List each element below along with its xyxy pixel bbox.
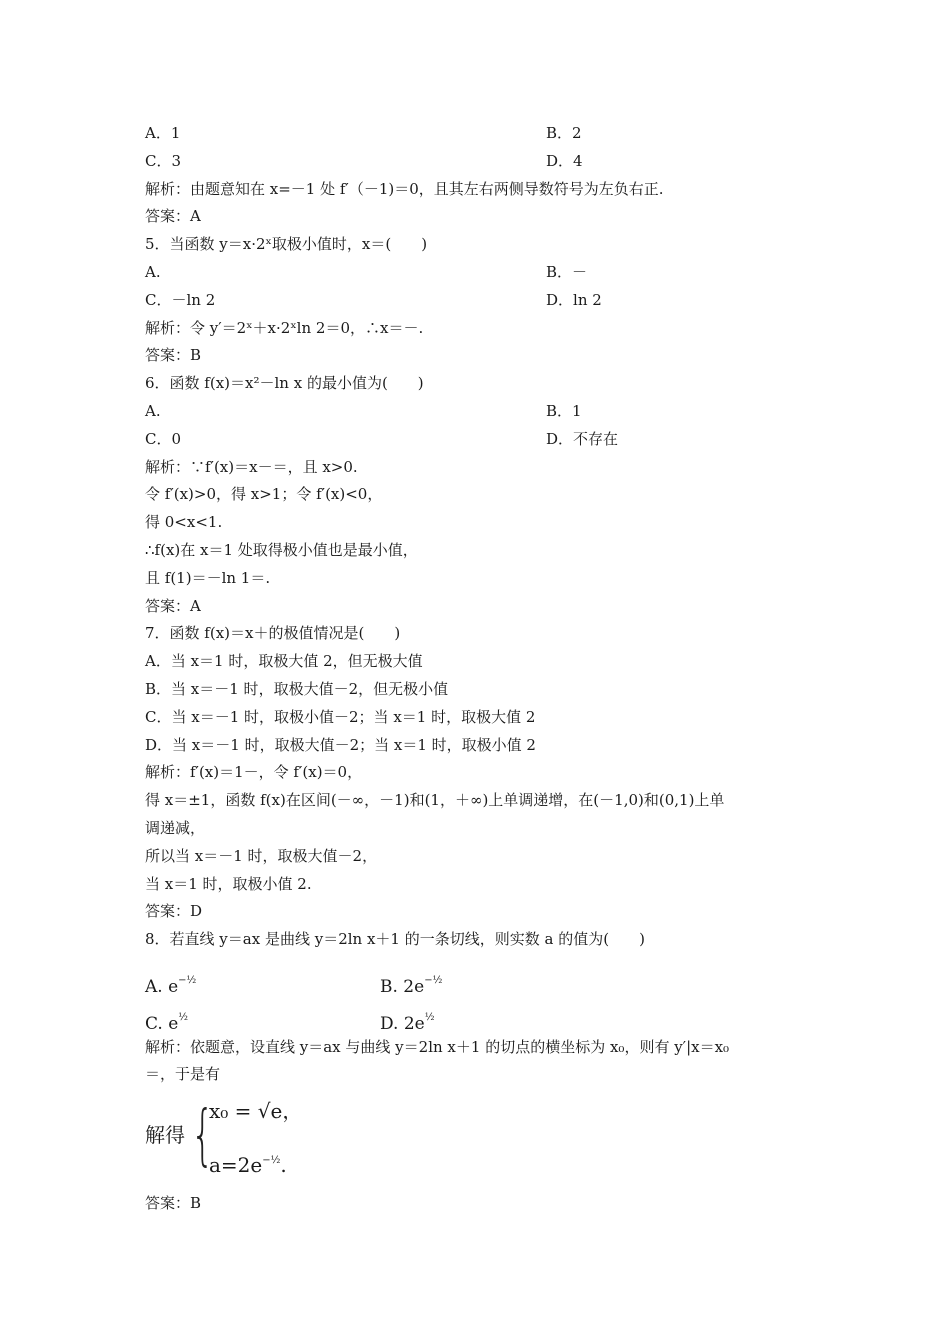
q8-option-c-base: C. e	[145, 1014, 179, 1034]
q8-option-c	[145, 1007, 188, 1035]
q7-analysis-5: 当 x＝1 时，取极小值 2.	[145, 875, 312, 893]
q8-option-d-base: D. 2e	[380, 1014, 425, 1034]
solution-equation-2-exponent: −½	[262, 1155, 281, 1166]
q8-solution-system	[145, 1092, 365, 1182]
q7-option-a: A．当 x＝1 时，取极大值 2，但无极大值	[145, 652, 423, 670]
q6-option-d: D．不存在	[546, 430, 619, 448]
q5-analysis: 解析：令 y′＝2ˣ＋x·2ˣln 2＝0，∴x＝－.	[145, 319, 424, 337]
q6-question: 6．函数 f(x)＝x²－ln x 的最小值为( )	[145, 374, 424, 392]
q8-option-b	[380, 970, 442, 998]
q8-option-a-exponent: −½	[178, 975, 197, 986]
q6-option-c: C．0	[145, 430, 182, 448]
q8-analysis-1: 解析：依题意，设直线 y＝ax 与曲线 y＝2ln x＋1 的切点的横坐标为 x₀，则有 y′|x＝x₀	[145, 1038, 730, 1056]
q8-option-d	[380, 1007, 434, 1035]
q4-option-b: B．2	[546, 124, 582, 142]
q7-analysis-3: 调递减，	[145, 819, 206, 837]
q8-analysis-2: ＝，于是有	[145, 1065, 221, 1083]
q7-question: 7．函数 f(x)＝x＋的极值情况是( )	[145, 624, 401, 642]
q6-analysis-5: 且 f(1)＝－ln 1＝.	[145, 569, 271, 587]
q4-option-c: C．3	[145, 152, 182, 170]
q6-analysis-2: 令 f′(x)>0，得 x>1；令 f′(x)<0，	[145, 485, 383, 503]
q5-answer: 答案：B	[145, 346, 202, 364]
q6-analysis-3: 得 0<x<1.	[145, 513, 223, 531]
q4-answer: 答案：A	[145, 207, 201, 225]
q6-option-a: A.	[145, 402, 161, 420]
q8-option-b-base: B. 2e	[380, 977, 425, 997]
q7-analysis-4: 所以当 x＝－1 时，取极大值－2，	[145, 847, 378, 865]
q7-answer: 答案：D	[145, 902, 203, 920]
q7-option-d: D．当 x＝－1 时，取极大值－2；当 x＝1 时，取极小值 2	[145, 736, 536, 754]
solution-label: 解得	[145, 1123, 185, 1147]
q7-option-b: B．当 x＝－1 时，取极大值－2，但无极小值	[145, 680, 449, 698]
q7-analysis-2: 得 x＝±1，函数 f(x)在区间(－∞，－1)和(1，＋∞)上单调递增，在(－1,0)和(0,1)上单	[145, 791, 725, 809]
q6-analysis-4: ∴f(x)在 x＝1 处取得极小值也是最小值，	[145, 541, 418, 559]
q4-option-a: A．1	[145, 124, 181, 142]
q5-option-d: D．ln 2	[546, 291, 602, 309]
left-brace-icon: {	[191, 1096, 215, 1173]
q8-option-a	[145, 970, 196, 998]
q8-option-d-exponent: ½	[424, 1012, 435, 1023]
q7-option-c: C．当 x＝－1 时，取极小值－2；当 x＝1 时，取极大值 2	[145, 708, 536, 726]
q8-option-a-base: A. e	[145, 977, 179, 997]
q8-answer: 答案：B	[145, 1194, 202, 1212]
q5-question: 5．当函数 y＝x·2ˣ取极小值时，x＝( )	[145, 235, 428, 253]
q5-option-b: B．－	[546, 263, 588, 281]
q6-analysis-1: 解析：∵f′(x)＝x－＝，且 x>0.	[145, 458, 358, 476]
q5-option-a: A.	[145, 263, 161, 281]
q5-option-c: C．－ln 2	[145, 291, 216, 309]
solution-equation-1: x₀ = √e，	[209, 1099, 303, 1123]
q4-option-d: D．4	[546, 152, 583, 170]
solution-equation-2	[209, 1148, 287, 1178]
q4-analysis: 解析：由题意知在 x=－1 处 f′（－1)＝0，且其左右两侧导数符号为左负右正.	[145, 180, 664, 198]
q8-option-c-exponent: ½	[178, 1012, 188, 1023]
solution-equation-2-end: .	[280, 1153, 287, 1177]
q7-analysis-1: 解析：f′(x)＝1－，令 f′(x)＝0，	[145, 763, 363, 781]
q6-answer: 答案：A	[145, 597, 201, 615]
q8-question: 8．若直线 y＝ax 是曲线 y＝2ln x＋1 的一条切线，则实数 a 的值为( )	[145, 930, 645, 948]
solution-equation-2-base: a=2e	[209, 1153, 263, 1177]
q8-option-b-exponent: −½	[424, 975, 443, 986]
q6-option-b: B．1	[546, 402, 582, 420]
